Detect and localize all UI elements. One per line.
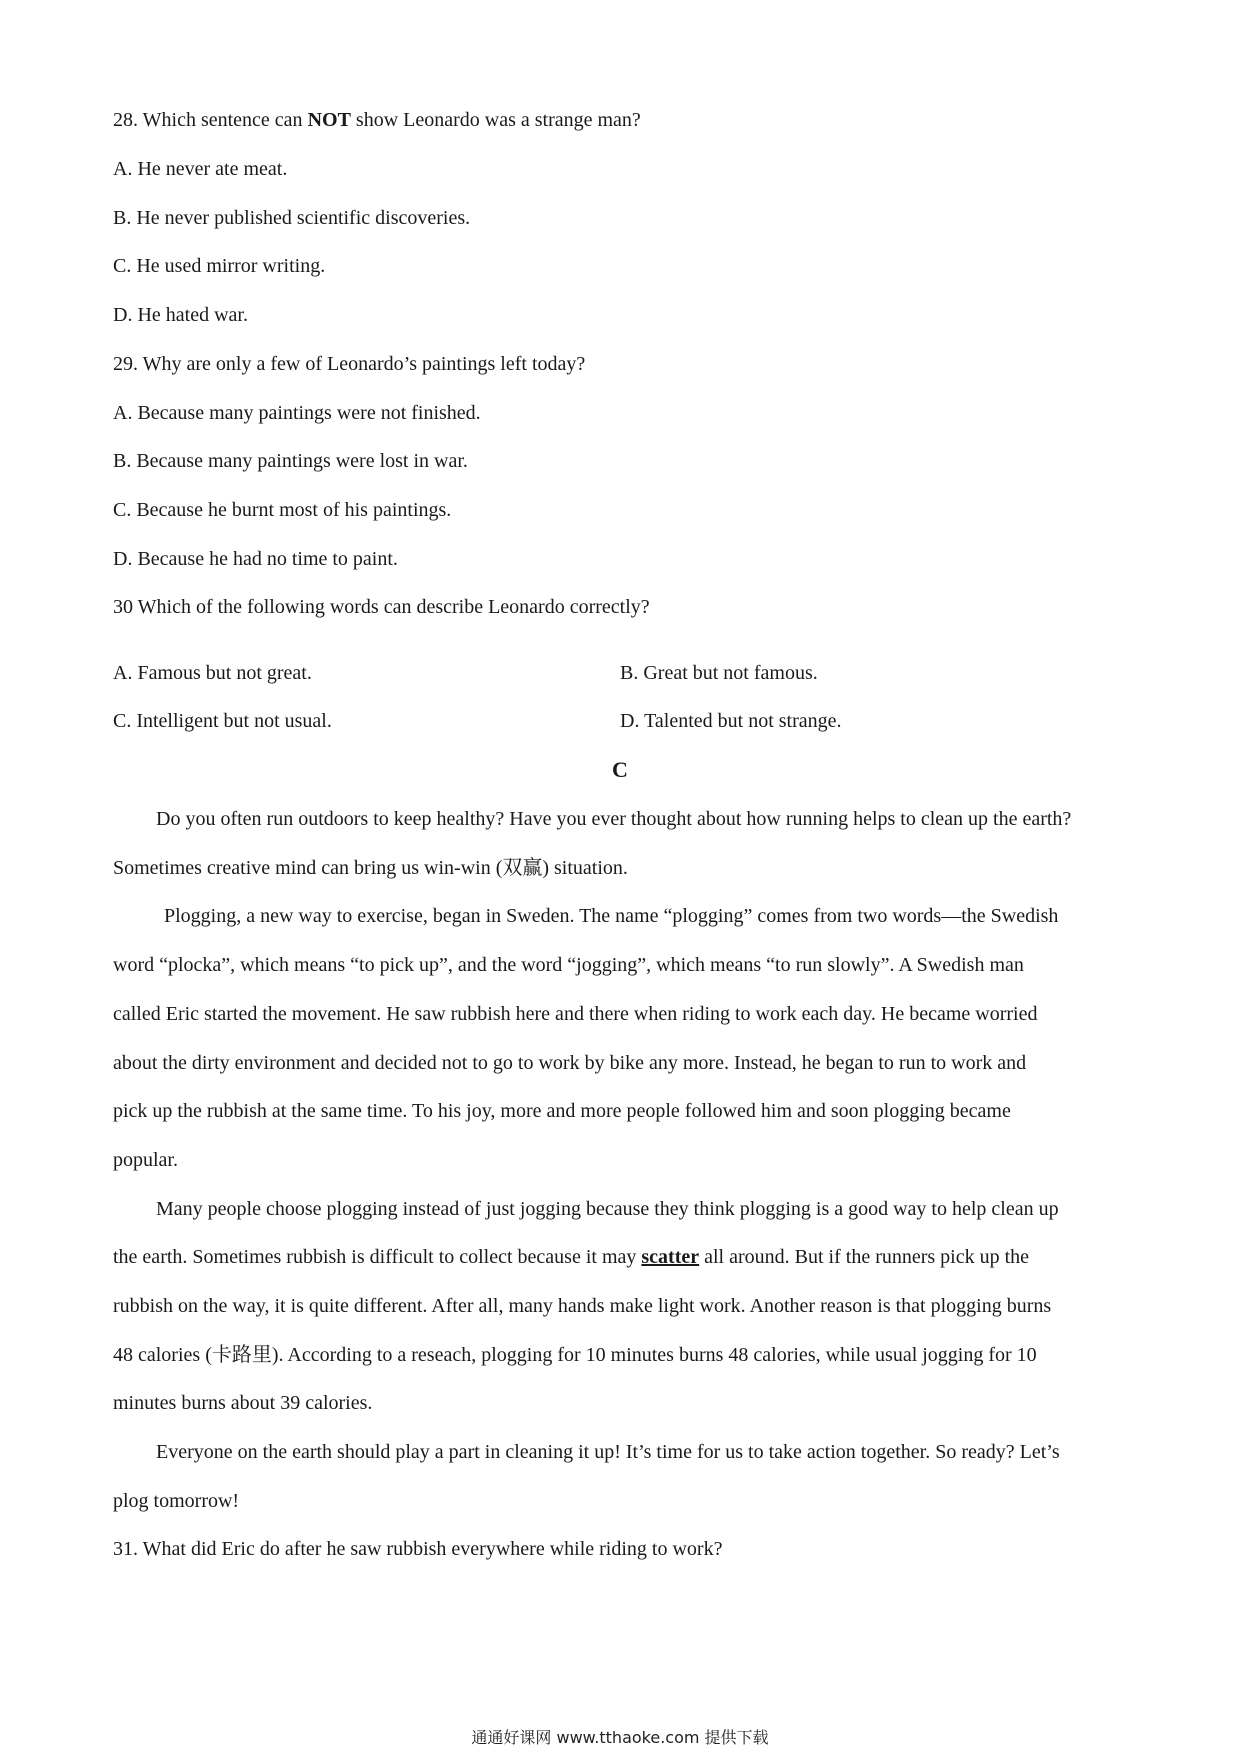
page-footer: 通通好课网 www.tthaoke.com 提供下载 xyxy=(471,1728,769,1747)
passage-p1-line-1: Do you often run outdoors to keep healthy? Have you ever thought about how running helps to clean up the earth? xyxy=(156,808,1072,830)
passage-p4-line-1: Everyone on the earth should play a part in cleaning it up! It’s time for us to take action together. So ready? Let’s xyxy=(156,1441,1060,1463)
question-28-stem xyxy=(113,108,641,132)
passage-p2-line-4: about the dirty environment and decided not to go to work by bike any more. Instead, he began to run to work and xyxy=(113,1052,1027,1074)
passage-p2-line-1: Plogging, a new way to exercise, began in Sweden. The name “plogging” comes from two words—the Swedish xyxy=(164,905,1059,927)
question-29-option-d: D. Because he had no time to paint. xyxy=(113,548,398,570)
keyword-scatter: scatter xyxy=(641,1246,700,1268)
passage-p1-line-2: Sometimes creative mind can bring us win-win (双赢) situation. xyxy=(113,857,628,879)
passage-p3-line-2-start: the earth. Sometimes rubbish is difficult to collect because it may xyxy=(113,1246,642,1268)
passage-p3-line-1: Many people choose plogging instead of just jogging because they think plogging is a good way to help clean up xyxy=(156,1198,1059,1220)
question-30-option-d: D. Talented but not strange. xyxy=(620,710,842,732)
question-29-option-a: A. Because many paintings were not finished. xyxy=(113,402,481,424)
question-28-rest: show Leonardo was a strange man? xyxy=(350,109,641,131)
question-28-option-c: C. He used mirror writing. xyxy=(113,255,326,277)
question-30-option-a: A. Famous but not great. xyxy=(113,662,312,684)
question-29-stem: 29. Why are only a few of Leonardo’s paintings left today? xyxy=(113,353,586,375)
question-28-option-b: B. He never published scientific discoveries. xyxy=(113,207,471,229)
question-28-emphasis: NOT xyxy=(307,109,351,131)
question-28-option-d: D. He hated war. xyxy=(113,304,248,326)
question-28-option-a: A. He never ate meat. xyxy=(113,158,288,180)
question-29-option-c: C. Because he burnt most of his paintings. xyxy=(113,499,452,521)
passage-p3-line-4: 48 calories (卡路里). According to a reseach, plogging for 10 minutes burns 48 calories, while usual jogging for 10 xyxy=(113,1344,1037,1366)
question-30-option-b: B. Great but not famous. xyxy=(620,662,818,684)
section-title: C xyxy=(612,757,628,782)
question-29-option-b: B. Because many paintings were lost in war. xyxy=(113,450,468,472)
passage-p4-line-2: plog tomorrow! xyxy=(113,1490,240,1512)
passage-p3-line-2-end: all around. But if the runners pick up the xyxy=(699,1246,1030,1268)
passage-p2-line-6: popular. xyxy=(113,1149,178,1171)
passage-p3-line-2 xyxy=(113,1245,1029,1269)
passage-p2-line-2: word “plocka”, which means “to pick up”, and the word “jogging”, which means “to run slowly”. A Swedish man xyxy=(113,954,1024,976)
passage-p2-line-5: pick up the rubbish at the same time. To his joy, more and more people followed him and soon plogging became xyxy=(113,1100,1011,1122)
passage-p3-line-5: minutes burns about 39 calories. xyxy=(113,1392,373,1414)
passage-p2-line-3: called Eric started the movement. He saw rubbish here and there when riding to work each day. He became worried xyxy=(113,1003,1038,1025)
question-31-stem: 31. What did Eric do after he saw rubbish everywhere while riding to work? xyxy=(113,1538,723,1560)
question-28-number: 28. Which sentence can xyxy=(113,109,308,131)
question-30-option-c: C. Intelligent but not usual. xyxy=(113,710,332,732)
question-30-stem: 30 Which of the following words can describe Leonardo correctly? xyxy=(113,596,650,618)
passage-p3-line-3: rubbish on the way, it is quite different. After all, many hands make light work. Another reason is that plogging burns xyxy=(113,1295,1052,1317)
